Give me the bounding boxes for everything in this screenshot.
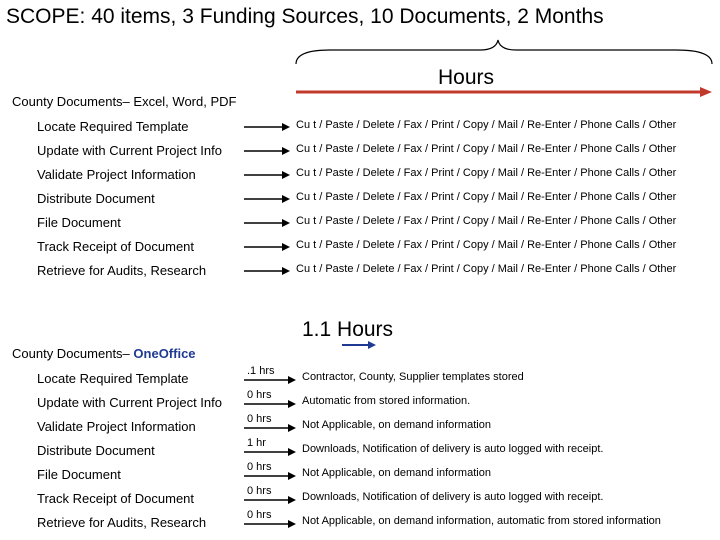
s2-task-validate: Validate Project Information	[37, 419, 196, 434]
s2-result: Not Applicable, on demand information	[302, 467, 491, 479]
s1-result: Cu t / Paste / Delete / Fax / Print / Copy / Mail / Re-Enter / Phone Calls / Other	[296, 263, 677, 275]
s2-duration: 0 hrs	[247, 485, 272, 497]
s1-result: Cu t / Paste / Delete / Fax / Print / Copy / Mail / Re-Enter / Phone Calls / Other	[296, 167, 677, 179]
s2-duration: 0 hrs	[247, 461, 272, 473]
duration-arrow-head	[288, 520, 296, 528]
connector-arrow-head	[282, 267, 290, 275]
s1-task-update: Update with Current Project Info	[37, 143, 222, 158]
connector-arrow-head	[282, 243, 290, 251]
duration-arrow-head	[288, 472, 296, 480]
hours-label: Hours	[438, 66, 495, 89]
section1-heading: County Documents– Excel, Word, PDF	[12, 94, 237, 109]
s2-task-distribute: Distribute Document	[37, 443, 155, 458]
s2-task-track: Track Receipt of Document	[37, 491, 195, 506]
duration-arrow-head	[288, 400, 296, 408]
duration-arrow-head	[288, 424, 296, 432]
s1-task-distribute: Distribute Document	[37, 191, 155, 206]
s1-task-retrieve: Retrieve for Audits, Research	[37, 263, 207, 278]
section1-arrows	[244, 123, 290, 275]
s2-duration: .1 hrs	[247, 365, 275, 377]
duration-arrow-head	[288, 496, 296, 504]
s2-result: Not Applicable, on demand information	[302, 419, 491, 431]
duration-arrow-head	[288, 448, 296, 456]
hours-timeline-arrowhead	[700, 87, 712, 97]
s1-result: Cu t / Paste / Delete / Fax / Print / Copy / Mail / Re-Enter / Phone Calls / Other	[296, 143, 677, 155]
connector-arrow-head	[282, 171, 290, 179]
s2-duration: 0 hrs	[247, 509, 272, 521]
s2-result: Contractor, County, Supplier templates stored	[302, 371, 524, 383]
total-hours: 1.1 Hours	[302, 318, 394, 341]
s1-task-validate: Validate Project Information	[37, 167, 196, 182]
s2-result: Automatic from stored information.	[302, 395, 471, 407]
s2-task-update: Update with Current Project Info	[37, 395, 222, 410]
connector-arrow-head	[282, 219, 290, 227]
section2-heading	[12, 346, 196, 361]
s2-task-locate: Locate Required Template	[37, 371, 189, 386]
connector-arrow-head	[282, 123, 290, 131]
total-pointer-arrowhead	[368, 341, 376, 349]
connector-arrow-head	[282, 195, 290, 203]
s1-result: Cu t / Paste / Delete / Fax / Print / Copy / Mail / Re-Enter / Phone Calls / Other	[296, 239, 677, 251]
s1-task-track: Track Receipt of Document	[37, 239, 195, 254]
connector-arrow-head	[282, 147, 290, 155]
s2-result: Downloads, Notification of delivery is auto logged with receipt.	[302, 491, 604, 503]
s1-result: Cu t / Paste / Delete / Fax / Print / Copy / Mail / Re-Enter / Phone Calls / Other	[296, 215, 677, 227]
s1-result: Cu t / Paste / Delete / Fax / Print / Copy / Mail / Re-Enter / Phone Calls / Other	[296, 119, 677, 131]
s2-duration: 0 hrs	[247, 389, 272, 401]
s2-duration: 0 hrs	[247, 413, 272, 425]
s2-result: Downloads, Notification of delivery is auto logged with receipt.	[302, 443, 604, 455]
section2-heading-prefix: County Documents–	[12, 346, 134, 361]
s1-task-file: File Document	[37, 215, 121, 230]
s2-duration: 1 hr	[247, 437, 266, 449]
s1-task-locate: Locate Required Template	[37, 119, 189, 134]
s2-task-retrieve: Retrieve for Audits, Research	[37, 515, 207, 530]
duration-arrow-head	[288, 376, 296, 384]
s2-task-file: File Document	[37, 467, 121, 482]
s2-result: Not Applicable, on demand information, automatic from stored information	[302, 515, 661, 527]
section2-heading-brand: OneOffice	[133, 346, 196, 361]
hours-brace	[296, 40, 712, 64]
s1-result: Cu t / Paste / Delete / Fax / Print / Copy / Mail / Re-Enter / Phone Calls / Other	[296, 191, 677, 203]
page-title: SCOPE: 40 items, 3 Funding Sources, 10 Documents, 2 Months	[6, 5, 604, 28]
